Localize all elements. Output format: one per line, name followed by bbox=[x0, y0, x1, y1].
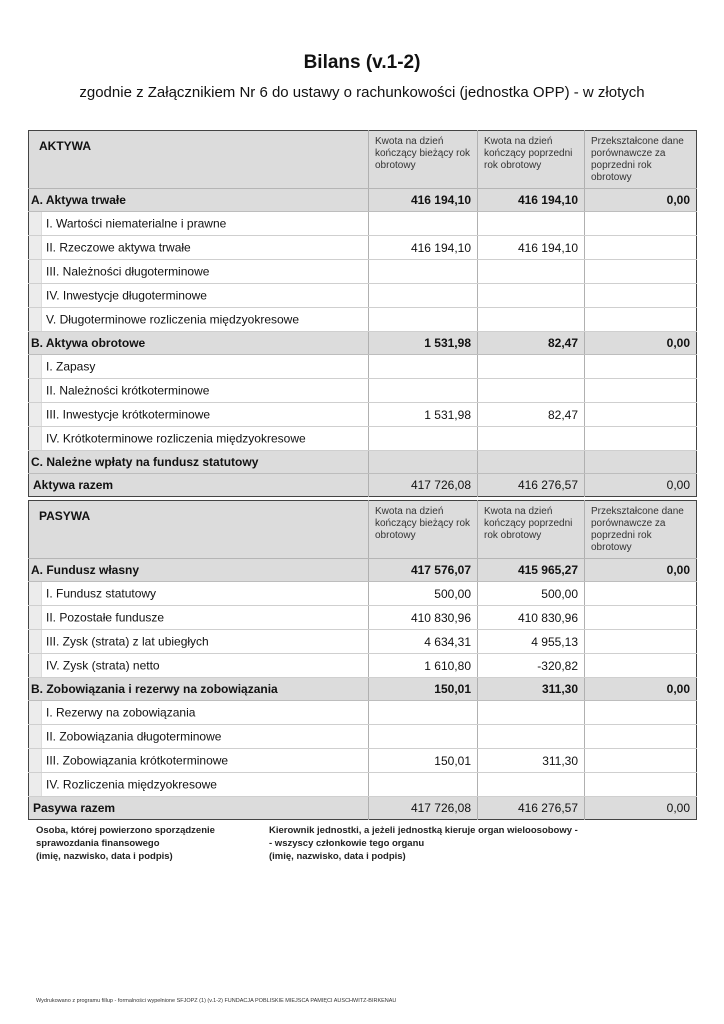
pasywa-header-row bbox=[29, 501, 697, 559]
value-previous: 410 830,96 bbox=[478, 606, 585, 630]
item-row bbox=[29, 654, 697, 678]
value-current: 150,01 bbox=[369, 678, 478, 701]
row-label-text: III. Należności długoterminowe bbox=[46, 264, 210, 279]
row-label-text: II. Zobowiązania długoterminowe bbox=[46, 729, 222, 744]
row-label-text: IV. Krótkoterminowe rozliczenia międzyokresowe bbox=[46, 431, 306, 446]
row-label-text: III. Zysk (strata) z lat ubiegłych bbox=[46, 634, 209, 649]
row-label: Pasywa razem bbox=[29, 797, 369, 820]
value-previous: 416 276,57 bbox=[478, 797, 585, 820]
row-label bbox=[29, 403, 369, 427]
total-row bbox=[29, 474, 697, 497]
value-current: 1 610,80 bbox=[369, 654, 478, 678]
value-previous bbox=[478, 427, 585, 451]
row-label bbox=[29, 379, 369, 403]
row-label bbox=[29, 236, 369, 260]
item-row bbox=[29, 582, 697, 606]
row-label-text: I. Fundusz statutowy bbox=[46, 586, 157, 601]
row-label: B. Zobowiązania i rezerwy na zobowiązania bbox=[29, 678, 369, 701]
value-previous: 415 965,27 bbox=[478, 559, 585, 582]
value-current bbox=[369, 725, 478, 749]
value-previous: 311,30 bbox=[478, 678, 585, 701]
item-row bbox=[29, 212, 697, 236]
document-title: Bilans (v.1-2) bbox=[303, 52, 421, 73]
value-previous: 500,00 bbox=[478, 582, 585, 606]
indent-marker bbox=[29, 308, 42, 331]
indent-marker bbox=[29, 654, 42, 677]
indent-marker bbox=[29, 260, 42, 283]
value-current bbox=[369, 212, 478, 236]
item-row bbox=[29, 308, 697, 332]
value-restated bbox=[585, 582, 697, 606]
value-current: 1 531,98 bbox=[369, 332, 478, 355]
row-label-text: I. Wartości niematerialne i prawne bbox=[46, 216, 227, 231]
column-header-restated: Przekształcone dane porównawcze za poprzedni rok obrotowy bbox=[585, 501, 697, 559]
document-subtitle: zgodnie z Załącznikiem Nr 6 do ustawy o rachunkowości (jednostka OPP) - w złotych bbox=[79, 84, 645, 101]
value-restated bbox=[585, 212, 697, 236]
signature-preparer bbox=[36, 824, 215, 863]
row-label bbox=[29, 606, 369, 630]
pasywa-heading: PASYWA bbox=[29, 501, 369, 559]
row-label bbox=[29, 725, 369, 749]
row-label bbox=[29, 284, 369, 308]
value-current: 416 194,10 bbox=[369, 236, 478, 260]
value-current: 410 830,96 bbox=[369, 606, 478, 630]
value-restated bbox=[585, 379, 697, 403]
indent-marker bbox=[29, 749, 42, 772]
column-header-previous: Kwota na dzień kończący poprzedni rok obrotowy bbox=[478, 501, 585, 559]
value-restated bbox=[585, 308, 697, 332]
indent-marker bbox=[29, 355, 42, 378]
section-row bbox=[29, 332, 697, 355]
value-restated: 0,00 bbox=[585, 332, 697, 355]
item-row bbox=[29, 630, 697, 654]
value-restated: 0,00 bbox=[585, 797, 697, 820]
row-label bbox=[29, 260, 369, 284]
row-label bbox=[29, 308, 369, 332]
total-row bbox=[29, 797, 697, 820]
value-restated bbox=[585, 284, 697, 308]
value-restated bbox=[585, 606, 697, 630]
value-previous bbox=[478, 773, 585, 797]
value-restated bbox=[585, 654, 697, 678]
value-previous: -320,82 bbox=[478, 654, 585, 678]
value-previous bbox=[478, 308, 585, 332]
value-restated bbox=[585, 403, 697, 427]
item-row bbox=[29, 284, 697, 308]
value-current bbox=[369, 355, 478, 379]
indent-marker bbox=[29, 284, 42, 307]
value-current: 150,01 bbox=[369, 749, 478, 773]
item-row bbox=[29, 606, 697, 630]
value-current bbox=[369, 284, 478, 308]
indent-marker bbox=[29, 379, 42, 402]
value-restated bbox=[585, 630, 697, 654]
row-label bbox=[29, 427, 369, 451]
value-previous bbox=[478, 451, 585, 474]
item-row bbox=[29, 725, 697, 749]
section-row bbox=[29, 559, 697, 582]
indent-marker bbox=[29, 582, 42, 605]
value-current bbox=[369, 773, 478, 797]
column-header-restated: Przekształcone dane porównawcze za poprzedni rok obrotowy bbox=[585, 131, 697, 189]
row-label bbox=[29, 630, 369, 654]
signature-preparer-line: (imię, nazwisko, data i podpis) bbox=[36, 851, 173, 862]
row-label-text: IV. Zysk (strata) netto bbox=[46, 658, 160, 673]
row-label bbox=[29, 701, 369, 725]
row-label: C. Należne wpłaty na fundusz statutowy bbox=[29, 451, 369, 474]
indent-marker bbox=[29, 236, 42, 259]
value-restated: 0,00 bbox=[585, 678, 697, 701]
value-previous bbox=[478, 701, 585, 725]
column-header-current: Kwota na dzień kończący bieżący rok obrotowy bbox=[369, 501, 478, 559]
row-label-text: I. Zapasy bbox=[46, 359, 96, 374]
item-row bbox=[29, 749, 697, 773]
value-previous bbox=[478, 379, 585, 403]
signature-preparer-line: sprawozdania finansowego bbox=[36, 838, 160, 849]
value-previous bbox=[478, 725, 585, 749]
item-row bbox=[29, 701, 697, 725]
value-current bbox=[369, 308, 478, 332]
column-header-previous: Kwota na dzień kończący poprzedni rok obrotowy bbox=[478, 131, 585, 189]
value-current: 4 634,31 bbox=[369, 630, 478, 654]
aktywa-table bbox=[28, 130, 697, 497]
value-restated bbox=[585, 701, 697, 725]
value-restated bbox=[585, 725, 697, 749]
value-restated bbox=[585, 749, 697, 773]
value-current: 417 576,07 bbox=[369, 559, 478, 582]
value-restated bbox=[585, 236, 697, 260]
value-previous: 82,47 bbox=[478, 403, 585, 427]
value-restated bbox=[585, 427, 697, 451]
value-previous bbox=[478, 260, 585, 284]
row-label-text: II. Pozostałe fundusze bbox=[46, 610, 165, 625]
row-label bbox=[29, 355, 369, 379]
row-label bbox=[29, 773, 369, 797]
signature-manager-line: - wszyscy członkowie tego organu bbox=[269, 838, 425, 849]
value-restated bbox=[585, 451, 697, 474]
item-row bbox=[29, 379, 697, 403]
value-previous bbox=[478, 212, 585, 236]
value-restated bbox=[585, 260, 697, 284]
item-row bbox=[29, 773, 697, 797]
value-current bbox=[369, 260, 478, 284]
value-previous: 416 194,10 bbox=[478, 236, 585, 260]
row-label: A. Aktywa trwałe bbox=[29, 189, 369, 212]
row-label bbox=[29, 749, 369, 773]
value-current bbox=[369, 427, 478, 451]
value-current: 417 726,08 bbox=[369, 797, 478, 820]
print-footer: Wydrukowano z programu fillup - formalności wypełnione SFJOPZ (1) (v.1-2) FUNDACJA POBLISKIE MIEJSCA PAMIĘCI AUSCHWITZ-BIRKENAU bbox=[36, 998, 397, 1004]
signature-manager bbox=[269, 824, 578, 863]
value-restated: 0,00 bbox=[585, 559, 697, 582]
row-label-text: III. Inwestycje krótkoterminowe bbox=[46, 407, 211, 422]
value-restated: 0,00 bbox=[585, 474, 697, 497]
indent-marker bbox=[29, 427, 42, 450]
value-current: 417 726,08 bbox=[369, 474, 478, 497]
value-restated: 0,00 bbox=[585, 189, 697, 212]
indent-marker bbox=[29, 701, 42, 724]
item-row bbox=[29, 427, 697, 451]
row-label-text: II. Należności krótkoterminowe bbox=[46, 383, 210, 398]
row-label bbox=[29, 654, 369, 678]
indent-marker bbox=[29, 606, 42, 629]
row-label-text: IV. Inwestycje długoterminowe bbox=[46, 288, 207, 303]
value-previous: 416 194,10 bbox=[478, 189, 585, 212]
row-label: B. Aktywa obrotowe bbox=[29, 332, 369, 355]
indent-marker bbox=[29, 773, 42, 796]
indent-marker bbox=[29, 212, 42, 235]
row-label-text: II. Rzeczowe aktywa trwałe bbox=[46, 240, 191, 255]
item-row bbox=[29, 260, 697, 284]
signature-manager-line: (imię, nazwisko, data i podpis) bbox=[269, 851, 406, 862]
indent-marker bbox=[29, 403, 42, 426]
value-current bbox=[369, 451, 478, 474]
value-previous bbox=[478, 355, 585, 379]
value-current: 500,00 bbox=[369, 582, 478, 606]
row-label-text: I. Rezerwy na zobowiązania bbox=[46, 705, 196, 720]
row-label: A. Fundusz własny bbox=[29, 559, 369, 582]
aktywa-header-row bbox=[29, 131, 697, 189]
value-current bbox=[369, 701, 478, 725]
row-label-text: III. Zobowiązania krótkoterminowe bbox=[46, 753, 229, 768]
value-previous bbox=[478, 284, 585, 308]
value-current bbox=[369, 379, 478, 403]
pasywa-table bbox=[28, 500, 697, 820]
section-row bbox=[29, 678, 697, 701]
row-label: Aktywa razem bbox=[29, 474, 369, 497]
value-current: 416 194,10 bbox=[369, 189, 478, 212]
value-restated bbox=[585, 773, 697, 797]
row-label bbox=[29, 582, 369, 606]
value-current: 1 531,98 bbox=[369, 403, 478, 427]
signature-manager-line: Kierownik jednostki, a jeżeli jednostką kieruje organ wieloosobowy - bbox=[269, 825, 578, 836]
item-row bbox=[29, 355, 697, 379]
section-row bbox=[29, 189, 697, 212]
aktywa-heading: AKTYWA bbox=[29, 131, 369, 189]
value-restated bbox=[585, 355, 697, 379]
signature-preparer-line: Osoba, której powierzono sporządzenie bbox=[36, 825, 215, 836]
row-label-text: IV. Rozliczenia międzyokresowe bbox=[46, 777, 217, 792]
item-row bbox=[29, 236, 697, 260]
value-previous: 4 955,13 bbox=[478, 630, 585, 654]
indent-marker bbox=[29, 725, 42, 748]
indent-marker bbox=[29, 630, 42, 653]
value-previous: 82,47 bbox=[478, 332, 585, 355]
item-row bbox=[29, 403, 697, 427]
value-previous: 311,30 bbox=[478, 749, 585, 773]
row-label-text: V. Długoterminowe rozliczenia międzyokresowe bbox=[46, 312, 300, 327]
value-previous: 416 276,57 bbox=[478, 474, 585, 497]
column-header-current: Kwota na dzień kończący bieżący rok obrotowy bbox=[369, 131, 478, 189]
section-row bbox=[29, 451, 697, 474]
row-label bbox=[29, 212, 369, 236]
